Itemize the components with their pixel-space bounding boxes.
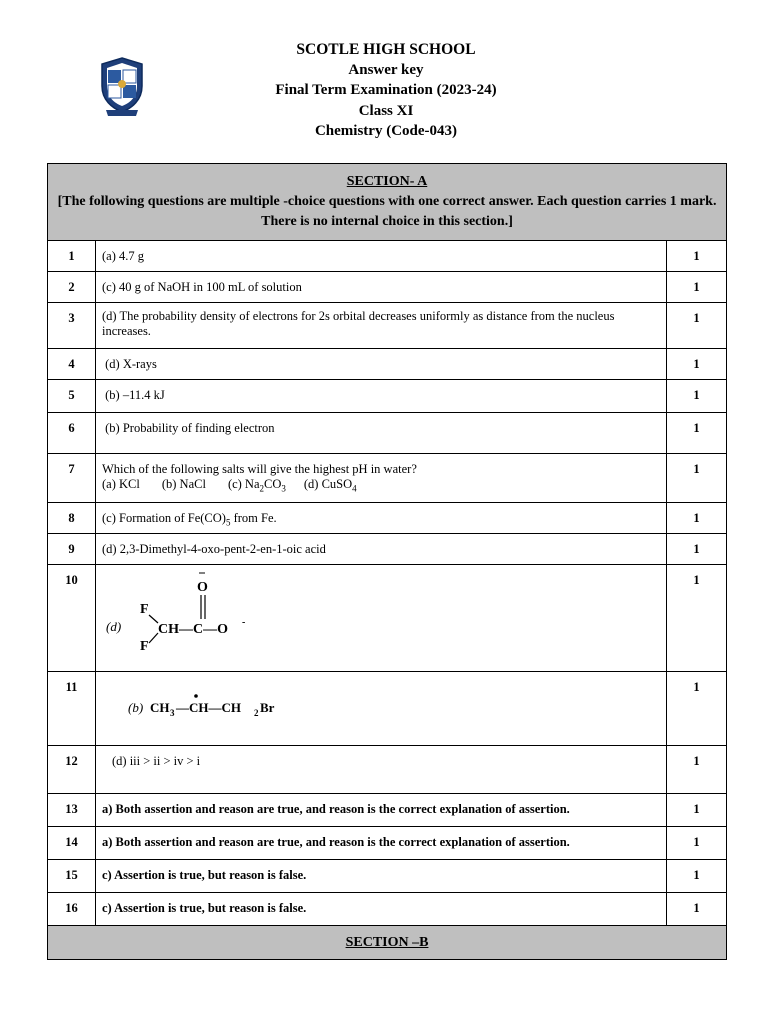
marks: 1 — [667, 303, 727, 349]
atom-o: O — [197, 580, 208, 595]
question-number: 14 — [48, 827, 96, 860]
school-logo — [98, 56, 146, 118]
section-a-header — [48, 164, 727, 241]
section-b-header — [48, 926, 727, 960]
formula-sub1: 3 — [170, 708, 175, 718]
section-b-title: SECTION –B — [345, 934, 429, 950]
marks: 1 — [667, 565, 727, 672]
table-row — [48, 454, 727, 503]
question-number: 12 — [48, 746, 96, 794]
marks: 1 — [667, 860, 727, 893]
option-label: (d) — [106, 619, 122, 634]
marks: 1 — [667, 534, 727, 565]
marks: 1 — [667, 827, 727, 860]
question-number: 16 — [48, 893, 96, 926]
marks: 1 — [667, 349, 727, 380]
q11-structure — [96, 672, 316, 742]
answer-text: c) Assertion is true, but reason is false. — [96, 860, 667, 893]
question-number: 9 — [48, 534, 96, 565]
marks: 1 — [667, 672, 727, 746]
marks: 1 — [667, 893, 727, 926]
question-text: Which of the following salts will give the highest pH in water? — [102, 462, 417, 476]
class-name: Class XI — [358, 102, 414, 119]
question-number: 15 — [48, 860, 96, 893]
table-row — [48, 893, 727, 926]
table-row — [48, 860, 727, 893]
marks: 1 — [667, 503, 727, 534]
table-row — [48, 827, 727, 860]
formula-sub2: 2 — [254, 708, 259, 718]
answer-text: (a) 4.7 g — [96, 241, 667, 272]
answer-text: (d) The probability density of electrons for 2s orbital decreases uniformly as distance from the nucleus increases. — [96, 303, 667, 349]
answer-key-table — [47, 163, 727, 960]
answer-text: (d) iii > ii > iv > i — [96, 746, 667, 794]
question-number: 10 — [48, 565, 96, 672]
chain-label: CH—C—O — [158, 622, 228, 637]
question-number: 4 — [48, 349, 96, 380]
subject-name: Chemistry (Code-043) — [314, 122, 458, 139]
option-c: (c) $Na_2CO_3$ — [227, 477, 286, 494]
question-number: 13 — [48, 794, 96, 827]
atom-f-upper: F — [140, 602, 149, 617]
school-name: SCOTLE HIGH SCHOOL — [296, 41, 476, 58]
structure-cell — [96, 565, 667, 672]
answer-text: (b) Probability of finding electron — [96, 413, 667, 454]
document-header — [200, 40, 572, 141]
option-b: (b) NaCl — [161, 477, 206, 491]
marks: 1 — [667, 272, 727, 303]
option-a: (a) KCl — [102, 477, 140, 491]
answer-text: a) Both assertion and reason are true, and reason is the correct explanation of assertion. — [96, 794, 667, 827]
marks: 1 — [667, 413, 727, 454]
table-row — [48, 349, 727, 380]
answer-text: a) Both assertion and reason are true, and reason is the correct explanation of assertion. — [96, 827, 667, 860]
table-row — [48, 413, 727, 454]
table-row — [48, 241, 727, 272]
answer-text: (c) Formation of $Fe(CO)_5$ from Fe. — [96, 503, 667, 534]
table-row — [48, 272, 727, 303]
question-number: 6 — [48, 413, 96, 454]
question-number: 11 — [48, 672, 96, 746]
question-number: 5 — [48, 380, 96, 413]
formula-start: CH — [150, 700, 170, 715]
marks: 1 — [667, 241, 727, 272]
structure-cell — [96, 672, 667, 746]
answer-text: c) Assertion is true, but reason is false. — [96, 893, 667, 926]
document-type: Answer key — [348, 62, 424, 79]
table-row — [48, 534, 727, 565]
table-row — [48, 794, 727, 827]
table-row — [48, 503, 727, 534]
question-number: 8 — [48, 503, 96, 534]
answer-text: (d) X-rays — [96, 349, 667, 380]
marks: 1 — [667, 746, 727, 794]
exam-name: Final Term Examination (2023-24) — [275, 82, 497, 99]
section-a-instructions: [The following questions are multiple -choice questions with one correct answer. Each question carries 1 mark. There is no internal choice in this section.] — [57, 194, 717, 229]
question-number: 3 — [48, 303, 96, 349]
answer-text: (c) 40 g of NaOH in 100 mL of solution — [96, 272, 667, 303]
table-row — [48, 672, 727, 746]
marks: 1 — [667, 794, 727, 827]
option-d: (d) CuSO$_4$ — [303, 477, 357, 494]
charge-label: - — [242, 617, 246, 628]
answer-text: (d) 2,3-Dimethyl-4-oxo-pent-2-en-1-oic acid — [96, 534, 667, 565]
table-row — [48, 746, 727, 794]
q10-structure — [96, 565, 296, 665]
atom-f-lower: F — [140, 639, 149, 654]
answer-text: (b) –11.4 kJ — [96, 380, 667, 413]
formula-mid: —CH—CH — [176, 700, 241, 715]
marks: 1 — [667, 380, 727, 413]
question-number: 1 — [48, 241, 96, 272]
question-number: 2 — [48, 272, 96, 303]
options-line — [102, 477, 660, 492]
question-number: 7 — [48, 454, 96, 503]
table-row — [48, 565, 727, 672]
table-row — [48, 380, 727, 413]
marks: 1 — [667, 454, 727, 503]
formula-tail: Br — [260, 700, 275, 715]
option-label: (b) — [128, 700, 144, 715]
answer-cell — [96, 454, 667, 503]
table-row — [48, 303, 727, 349]
section-a-title: SECTION- A — [346, 174, 428, 189]
